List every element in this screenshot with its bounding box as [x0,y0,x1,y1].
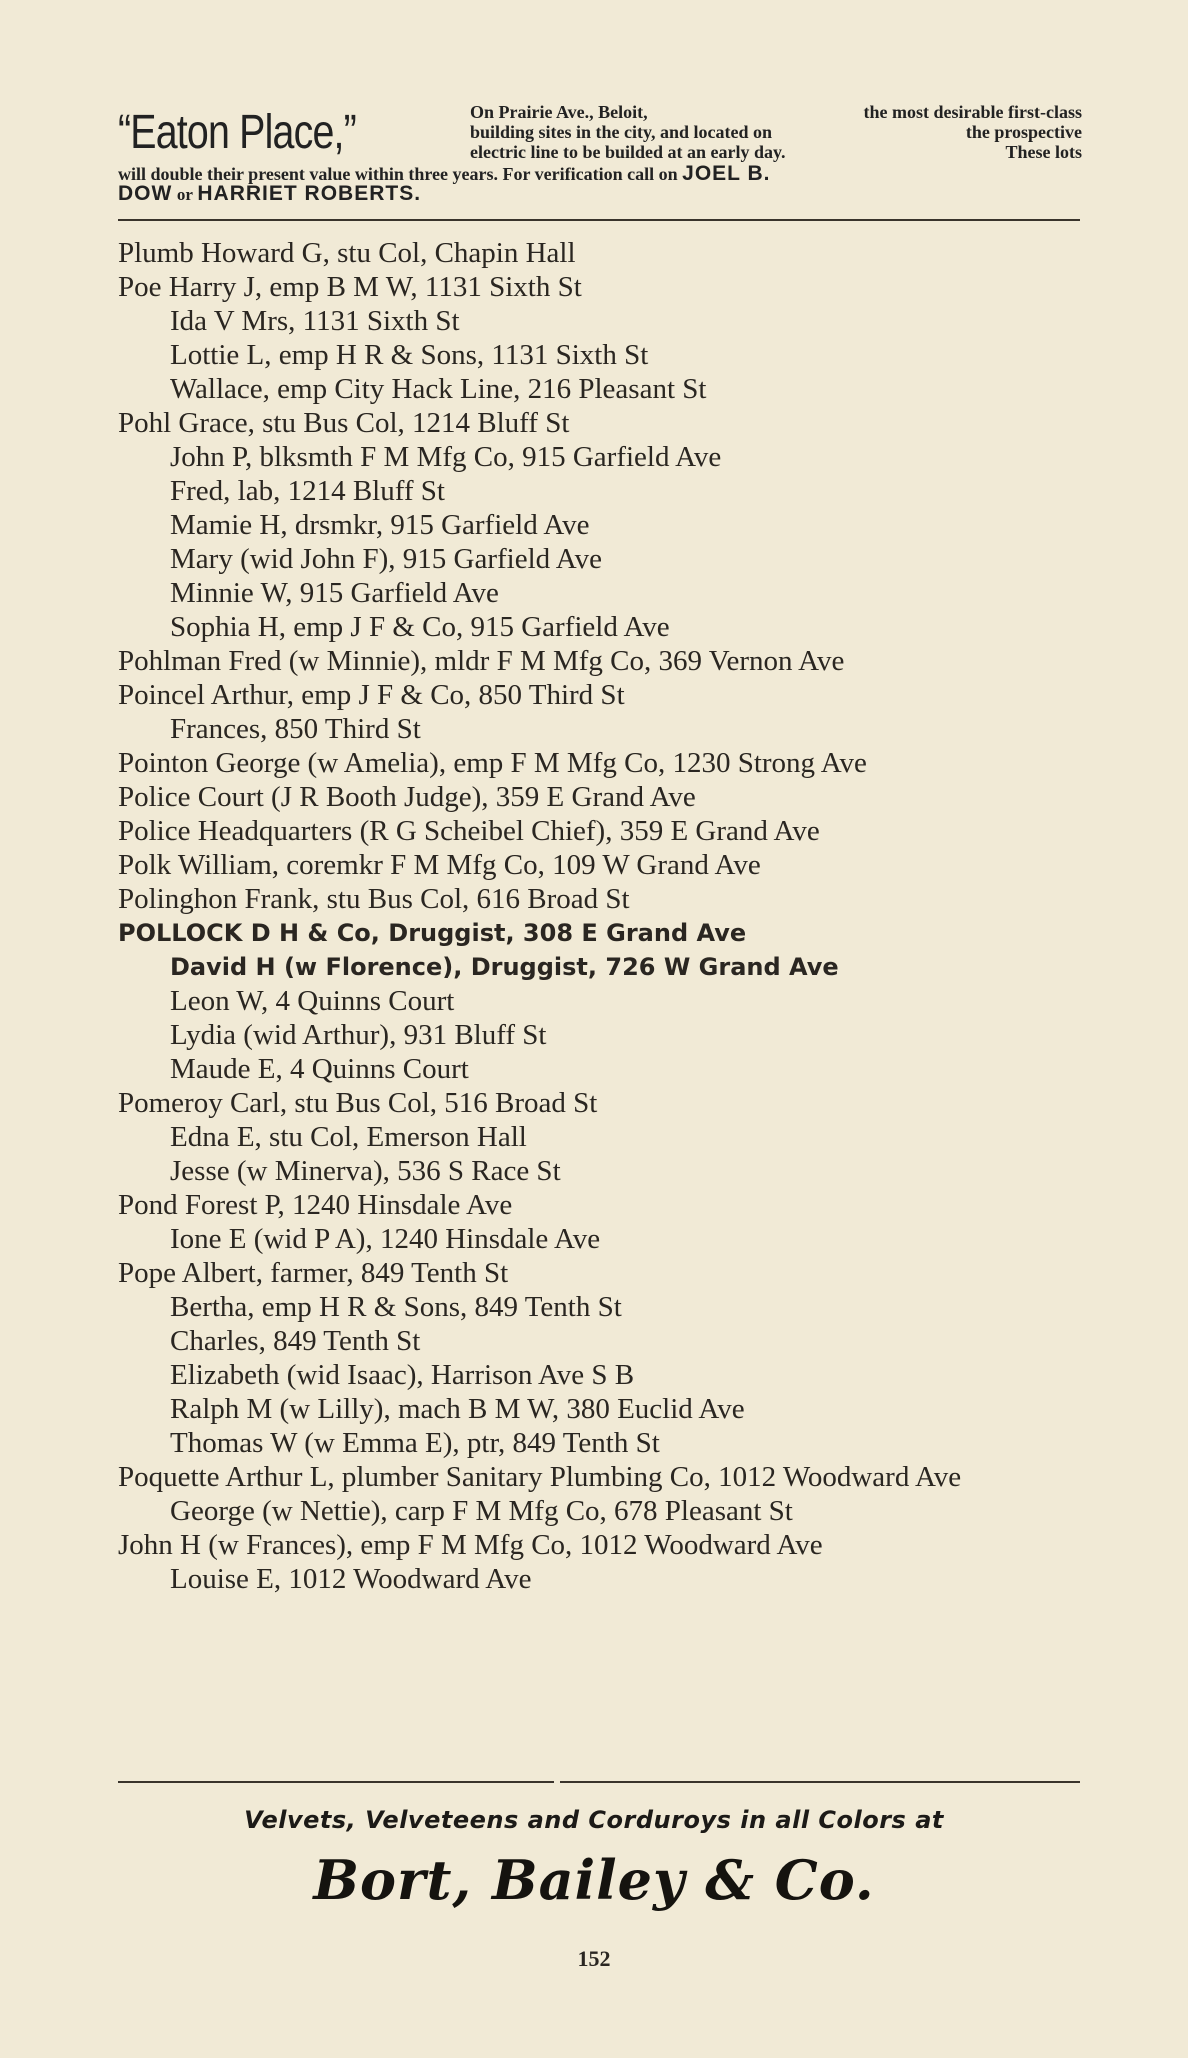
list-item: Police Court (J R Booth Judge), 359 E Grand Ave [118,781,696,813]
list-item: John P, blksmth F M Mfg Co, 915 Garfield Ave [170,441,722,473]
header-advertisement [118,98,1082,208]
footer-tagline: Velvets, Velveteens and Corduroys in all Colors at [244,1806,944,1834]
list-item: Ida V Mrs, 1131 Sixth St [170,305,460,337]
list-item: Bertha, emp H R & Sons, 849 Tenth St [170,1291,622,1323]
ad-line-4 [118,164,1082,184]
list-item: Poe Harry J, emp B M W, 1131 Sixth St [118,271,582,303]
ad-line-2 [470,122,1082,142]
ad-tail [118,164,1082,205]
list-item: Sophia H, emp J F & Co, 915 Garfield Ave [170,611,670,643]
list-item: Police Headquarters (R G Scheibel Chief), 359 E Grand Ave [118,815,820,847]
footer-rule-left [118,1781,554,1783]
list-item: David H (w Florence), Druggist, 726 W Grand Ave [170,953,839,981]
list-item: Poincel Arthur, emp J F & Co, 850 Third St [118,679,625,711]
ad-contact-2: DOW [118,182,173,205]
list-item: Pointon George (w Amelia), emp F M Mfg Co, 1230 Strong Ave [118,747,867,779]
list-item: Pomeroy Carl, stu Bus Col, 516 Broad St [118,1087,598,1119]
list-item: Edna E, stu Col, Emerson Hall [170,1121,527,1153]
list-item: Louise E, 1012 Woodward Ave [170,1563,532,1595]
ad-contact-3: HARRIET ROBERTS. [197,182,422,205]
list-item: Pohlman Fred (w Minnie), mldr F M Mfg Co, 369 Vernon Ave [118,645,845,677]
list-item: Fred, lab, 1214 Bluff St [170,475,445,507]
ad-line-1-left: On Prairie Ave., Beloit, [470,102,648,122]
list-item: Polinghon Frank, stu Bus Col, 616 Broad St [118,883,630,915]
ad-or-word: or [176,185,193,204]
list-item: Elizabeth (wid Isaac), Harrison Ave S B [170,1359,635,1391]
list-item: Frances, 850 Third St [170,713,421,745]
list-item: Pond Forest P, 1240 Hinsdale Ave [118,1189,513,1221]
ad-title: “Eaton Place,” [118,106,356,159]
list-item: Lydia (wid Arthur), 931 Bluff St [170,1019,547,1051]
list-item: John H (w Frances), emp F M Mfg Co, 1012 Woodward Ave [118,1529,823,1561]
list-item: POLLOCK D H & Co, Druggist, 308 E Grand Ave [118,919,747,947]
list-item: Wallace, emp City Hack Line, 216 Pleasant St [170,373,707,405]
list-item: Lottie L, emp H R & Sons, 1131 Sixth St [170,339,649,371]
list-item: Ione E (wid P A), 1240 Hinsdale Ave [170,1223,601,1255]
ad-contact-1: JOEL B. [682,162,771,185]
ad-line-1 [470,102,1082,122]
list-item: Polk William, coremkr F M Mfg Co, 109 W Grand Ave [118,849,761,881]
ad-line-3-right: These lots [1005,142,1082,162]
list-item: Leon W, 4 Quinns Court [170,985,455,1017]
list-item: Mary (wid John F), 915 Garfield Ave [170,543,602,575]
list-item: Jesse (w Minerva), 536 S Race St [170,1155,561,1187]
list-item: Thomas W (w Emma E), ptr, 849 Tenth St [170,1427,660,1459]
footer-brand: Bort, Bailey & Co. [313,1848,875,1912]
list-item: George (w Nettie), carp F M Mfg Co, 678 Pleasant St [170,1495,793,1527]
ad-line-4-text: will double their present value within three years. For verification call on [118,164,678,184]
ad-line-2-right: the prospective [965,122,1082,142]
list-item: Poquette Arthur L, plumber Sanitary Plumbing Co, 1012 Woodward Ave [118,1461,962,1493]
directory-listing [118,236,1084,1596]
list-item: Ralph M (w Lilly), mach B M W, 380 Euclid Ave [170,1393,745,1425]
ad-line-5 [118,184,1082,205]
ad-line-1-right: the most desirable first-class [863,102,1082,122]
list-item: Pohl Grace, stu Bus Col, 1214 Bluff St [118,407,570,439]
list-item: Minnie W, 915 Garfield Ave [170,577,499,609]
ad-line-3 [470,142,1082,162]
list-item: Pope Albert, farmer, 849 Tenth St [118,1257,509,1289]
list-item: Plumb Howard G, stu Col, Chapin Hall [118,237,576,269]
page-number: 152 [577,1946,611,1971]
list-item: Charles, 849 Tenth St [170,1325,421,1357]
ad-text-block [470,102,1082,162]
list-item: Mamie H, drsmkr, 915 Garfield Ave [170,509,590,541]
ad-line-2-left: building sites in the city, and located on [470,122,773,142]
ad-line-3-left: electric line to be builded at an early day. [470,142,786,162]
list-item: Maude E, 4 Quinns Court [170,1053,469,1085]
footer-rule-right [560,1781,1080,1783]
header-rule [118,219,1080,221]
